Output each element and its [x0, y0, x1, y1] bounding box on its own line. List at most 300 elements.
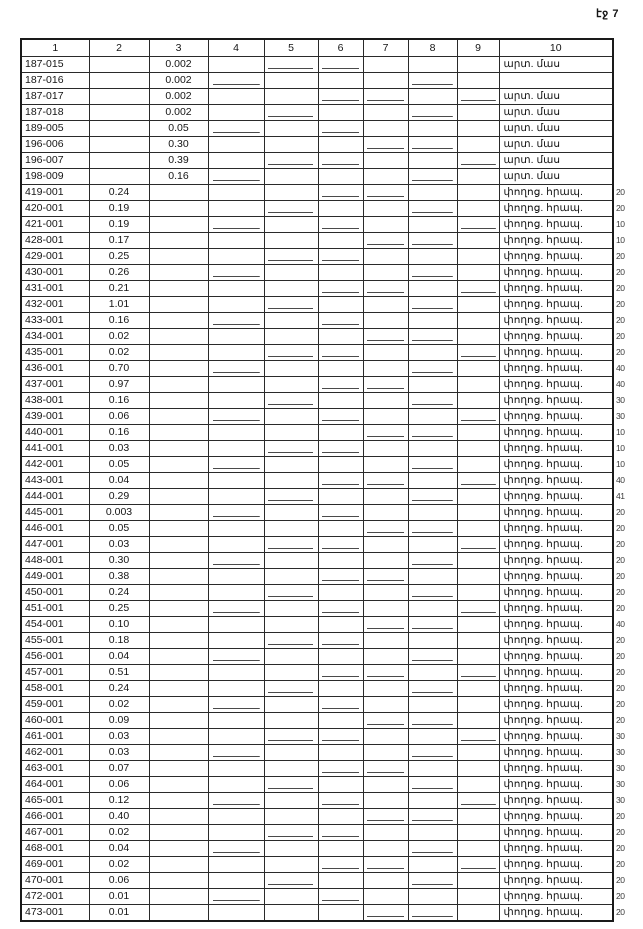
code-cell: 444-001 — [21, 489, 89, 505]
empty-cell — [363, 137, 408, 153]
empty-cell — [264, 185, 318, 201]
note-cell: փողոց. հրապ. — [499, 569, 613, 585]
note-cell: փողոց. հրապ. — [499, 457, 613, 473]
empty-cell — [363, 361, 408, 377]
empty-cell — [208, 553, 264, 569]
empty-cell — [318, 201, 363, 217]
empty-cell — [457, 649, 499, 665]
note-cell: փողոց. հրապ. — [499, 361, 613, 377]
value-col2-cell: 0.21 — [89, 281, 149, 297]
empty-cell — [408, 809, 457, 825]
value-col2-cell — [89, 121, 149, 137]
empty-cell — [208, 441, 264, 457]
note-cell: փողոց. հրապ. — [499, 537, 613, 553]
empty-cell — [363, 121, 408, 137]
table-row — [21, 505, 613, 521]
table-row — [21, 345, 613, 361]
table-row — [21, 121, 613, 137]
value-col3-cell — [149, 729, 208, 745]
table-row — [21, 761, 613, 777]
empty-cell — [457, 249, 499, 265]
empty-cell — [408, 697, 457, 713]
code-cell: 430-001 — [21, 265, 89, 281]
empty-cell — [264, 249, 318, 265]
table-row — [21, 281, 613, 297]
empty-cell — [363, 505, 408, 521]
column-header-4: 4 — [208, 39, 264, 57]
empty-cell — [318, 249, 363, 265]
margin-artifact: 20 — [616, 555, 625, 565]
margin-artifact: 40 — [616, 363, 625, 373]
empty-cell — [457, 873, 499, 889]
value-col2-cell: 0.04 — [89, 649, 149, 665]
margin-artifact: 30 — [616, 779, 625, 789]
empty-cell — [408, 409, 457, 425]
column-header-3: 3 — [149, 39, 208, 57]
empty-cell — [457, 441, 499, 457]
value-col3-cell — [149, 761, 208, 777]
value-col3-cell — [149, 681, 208, 697]
code-cell: 437-001 — [21, 377, 89, 393]
empty-cell — [318, 393, 363, 409]
note-cell: փողոց. հրապ. — [499, 617, 613, 633]
empty-cell — [208, 505, 264, 521]
value-col2-cell: 0.02 — [89, 329, 149, 345]
column-header-9: 9 — [457, 39, 499, 57]
code-cell: 196-007 — [21, 153, 89, 169]
empty-cell — [363, 889, 408, 905]
empty-cell — [264, 665, 318, 681]
column-header-2: 2 — [89, 39, 149, 57]
empty-cell — [318, 297, 363, 313]
value-col3-cell — [149, 297, 208, 313]
code-cell: 469-001 — [21, 857, 89, 873]
note-cell: փողոց. հրապ. — [499, 425, 613, 441]
empty-cell — [408, 713, 457, 729]
empty-cell — [363, 89, 408, 105]
column-header-10: 10 — [499, 39, 613, 57]
empty-cell — [208, 521, 264, 537]
empty-cell — [264, 265, 318, 281]
value-col3-cell: 0.002 — [149, 73, 208, 89]
empty-cell — [208, 425, 264, 441]
empty-cell — [208, 713, 264, 729]
table-row — [21, 905, 613, 922]
empty-cell — [264, 793, 318, 809]
empty-cell — [264, 281, 318, 297]
empty-cell — [264, 73, 318, 89]
margin-artifact: 20 — [616, 283, 625, 293]
empty-cell — [408, 249, 457, 265]
note-cell: փողոց. հրապ. — [499, 521, 613, 537]
margin-artifact: 10 — [616, 443, 625, 453]
value-col2-cell: 0.19 — [89, 201, 149, 217]
empty-cell — [457, 73, 499, 89]
note-cell: փողոց. հրապ. — [499, 281, 613, 297]
note-cell: փողոց. հրապ. — [499, 857, 613, 873]
table-row — [21, 713, 613, 729]
empty-cell — [208, 873, 264, 889]
empty-cell — [264, 121, 318, 137]
value-col2-cell: 0.24 — [89, 585, 149, 601]
empty-cell — [408, 457, 457, 473]
value-col3-cell — [149, 201, 208, 217]
empty-cell — [457, 553, 499, 569]
value-col2-cell: 0.07 — [89, 761, 149, 777]
empty-cell — [318, 329, 363, 345]
code-cell: 463-001 — [21, 761, 89, 777]
code-cell: 465-001 — [21, 793, 89, 809]
value-col3-cell: 0.002 — [149, 57, 208, 73]
note-cell: փողոց. հրապ. — [499, 505, 613, 521]
margin-artifact: 10 — [616, 219, 625, 229]
empty-cell — [264, 345, 318, 361]
value-col3-cell: 0.39 — [149, 153, 208, 169]
table-row — [21, 89, 613, 105]
empty-cell — [363, 153, 408, 169]
margin-artifact: 30 — [616, 411, 625, 421]
note-cell: փողոց. հրապ. — [499, 729, 613, 745]
empty-cell — [457, 233, 499, 249]
empty-cell — [363, 745, 408, 761]
column-header-8: 8 — [408, 39, 457, 57]
empty-cell — [408, 169, 457, 185]
empty-cell — [457, 329, 499, 345]
table-row — [21, 697, 613, 713]
empty-cell — [264, 841, 318, 857]
value-col3-cell — [149, 281, 208, 297]
empty-cell — [208, 457, 264, 473]
note-cell: փողոց. հրապ. — [499, 297, 613, 313]
note-cell: արտ. մաս — [499, 169, 613, 185]
table-row — [21, 857, 613, 873]
table-row — [21, 153, 613, 169]
empty-cell — [208, 281, 264, 297]
note-cell: արտ. մաս — [499, 153, 613, 169]
empty-cell — [208, 665, 264, 681]
table-row — [21, 441, 613, 457]
value-col2-cell: 0.51 — [89, 665, 149, 681]
empty-cell — [363, 281, 408, 297]
empty-cell — [264, 313, 318, 329]
margin-artifact: 10 — [616, 459, 625, 469]
empty-cell — [208, 329, 264, 345]
empty-cell — [408, 633, 457, 649]
empty-cell — [264, 473, 318, 489]
empty-cell — [208, 409, 264, 425]
code-cell: 464-001 — [21, 777, 89, 793]
empty-cell — [264, 697, 318, 713]
code-cell: 460-001 — [21, 713, 89, 729]
empty-cell — [408, 777, 457, 793]
margin-artifact: 20 — [616, 667, 625, 677]
empty-cell — [457, 265, 499, 281]
value-col2-cell: 0.29 — [89, 489, 149, 505]
empty-cell — [264, 825, 318, 841]
empty-cell — [318, 873, 363, 889]
empty-cell — [408, 89, 457, 105]
table-row — [21, 537, 613, 553]
note-cell: փողոց. հրապ. — [499, 473, 613, 489]
value-col3-cell — [149, 809, 208, 825]
value-col2-cell: 0.26 — [89, 265, 149, 281]
empty-cell — [318, 409, 363, 425]
empty-cell — [264, 329, 318, 345]
value-col3-cell — [149, 345, 208, 361]
empty-cell — [457, 601, 499, 617]
table-row — [21, 105, 613, 121]
empty-cell — [208, 249, 264, 265]
table-row — [21, 409, 613, 425]
empty-cell — [408, 121, 457, 137]
code-cell: 450-001 — [21, 585, 89, 601]
value-col2-cell: 0.06 — [89, 777, 149, 793]
empty-cell — [408, 137, 457, 153]
empty-cell — [408, 857, 457, 873]
margin-artifact: 40 — [616, 619, 625, 629]
empty-cell — [363, 553, 408, 569]
value-col3-cell — [149, 425, 208, 441]
empty-cell — [264, 393, 318, 409]
empty-cell — [318, 425, 363, 441]
empty-cell — [264, 377, 318, 393]
table-row — [21, 793, 613, 809]
margin-artifact: 20 — [616, 203, 625, 213]
empty-cell — [457, 697, 499, 713]
margin-artifact: 20 — [616, 827, 625, 837]
empty-cell — [363, 873, 408, 889]
empty-cell — [408, 265, 457, 281]
empty-cell — [408, 745, 457, 761]
table-row — [21, 265, 613, 281]
empty-cell — [363, 249, 408, 265]
empty-cell — [408, 553, 457, 569]
empty-cell — [363, 345, 408, 361]
empty-cell — [264, 745, 318, 761]
empty-cell — [264, 153, 318, 169]
empty-cell — [208, 57, 264, 73]
margin-artifact: 20 — [616, 859, 625, 869]
empty-cell — [408, 841, 457, 857]
empty-cell — [318, 361, 363, 377]
code-cell: 457-001 — [21, 665, 89, 681]
empty-cell — [208, 121, 264, 137]
empty-cell — [363, 681, 408, 697]
margin-artifact: 20 — [616, 603, 625, 613]
note-cell: փողոց. հրապ. — [499, 265, 613, 281]
margin-artifact: 20 — [616, 347, 625, 357]
note-cell: արտ. մաս — [499, 121, 613, 137]
empty-cell — [208, 825, 264, 841]
empty-cell — [318, 681, 363, 697]
empty-cell — [208, 601, 264, 617]
value-col2-cell — [89, 169, 149, 185]
empty-cell — [408, 617, 457, 633]
table-row — [21, 601, 613, 617]
code-cell: 451-001 — [21, 601, 89, 617]
empty-cell — [408, 649, 457, 665]
empty-cell — [318, 857, 363, 873]
table-row — [21, 361, 613, 377]
value-col2-cell: 0.06 — [89, 873, 149, 889]
table-row — [21, 633, 613, 649]
empty-cell — [264, 601, 318, 617]
code-cell: 440-001 — [21, 425, 89, 441]
value-col3-cell — [149, 217, 208, 233]
empty-cell — [408, 729, 457, 745]
empty-cell — [208, 889, 264, 905]
empty-cell — [457, 89, 499, 105]
empty-cell — [363, 441, 408, 457]
empty-cell — [363, 409, 408, 425]
empty-cell — [408, 905, 457, 922]
value-col2-cell: 0.12 — [89, 793, 149, 809]
empty-cell — [408, 521, 457, 537]
note-cell: փողոց. հրապ. — [499, 777, 613, 793]
value-col2-cell: 0.25 — [89, 249, 149, 265]
margin-artifact: 30 — [616, 731, 625, 741]
value-col3-cell: 0.30 — [149, 137, 208, 153]
empty-cell — [363, 601, 408, 617]
value-col2-cell: 0.02 — [89, 857, 149, 873]
empty-cell — [408, 793, 457, 809]
note-cell: փողոց. հրապ. — [499, 873, 613, 889]
code-cell: 433-001 — [21, 313, 89, 329]
empty-cell — [208, 361, 264, 377]
table-row — [21, 521, 613, 537]
margin-artifact: 20 — [616, 699, 625, 709]
margin-artifact: 30 — [616, 395, 625, 405]
table-row — [21, 473, 613, 489]
table-row — [21, 681, 613, 697]
empty-cell — [264, 633, 318, 649]
empty-cell — [363, 825, 408, 841]
value-col2-cell: 0.16 — [89, 313, 149, 329]
note-cell: արտ. մաս — [499, 89, 613, 105]
margin-artifact: 30 — [616, 795, 625, 805]
value-col2-cell: 0.16 — [89, 393, 149, 409]
table-row — [21, 57, 613, 73]
value-col3-cell — [149, 569, 208, 585]
empty-cell — [408, 601, 457, 617]
empty-cell — [363, 793, 408, 809]
empty-cell — [457, 585, 499, 601]
empty-cell — [408, 57, 457, 73]
empty-cell — [363, 649, 408, 665]
value-col3-cell — [149, 585, 208, 601]
empty-cell — [208, 89, 264, 105]
note-cell: փողոց. հրապ. — [499, 217, 613, 233]
value-col2-cell: 0.03 — [89, 745, 149, 761]
value-col2-cell: 0.16 — [89, 425, 149, 441]
note-cell: փողոց. հրապ. — [499, 393, 613, 409]
value-col3-cell: 0.16 — [149, 169, 208, 185]
empty-cell — [264, 89, 318, 105]
margin-artifact: 20 — [616, 267, 625, 277]
empty-cell — [208, 73, 264, 89]
empty-cell — [208, 201, 264, 217]
margin-artifact: 20 — [616, 907, 625, 917]
margin-artifact: 20 — [616, 571, 625, 581]
empty-cell — [318, 521, 363, 537]
code-cell: 459-001 — [21, 697, 89, 713]
empty-cell — [408, 681, 457, 697]
empty-cell — [318, 889, 363, 905]
value-col3-cell — [149, 649, 208, 665]
value-col3-cell — [149, 665, 208, 681]
value-col3-cell — [149, 537, 208, 553]
empty-cell — [208, 793, 264, 809]
margin-artifact: 20 — [616, 187, 625, 197]
value-col3-cell — [149, 633, 208, 649]
table-row — [21, 729, 613, 745]
empty-cell — [208, 841, 264, 857]
empty-cell — [363, 697, 408, 713]
note-cell: փողոց. հրապ. — [499, 441, 613, 457]
empty-cell — [363, 169, 408, 185]
empty-cell — [457, 201, 499, 217]
margin-artifact: 20 — [616, 811, 625, 821]
empty-cell — [363, 457, 408, 473]
code-cell: 439-001 — [21, 409, 89, 425]
empty-cell — [264, 217, 318, 233]
margin-artifact: 30 — [616, 763, 625, 773]
empty-cell — [457, 905, 499, 922]
empty-cell — [457, 537, 499, 553]
empty-cell — [318, 697, 363, 713]
empty-cell — [264, 713, 318, 729]
value-col2-cell: 0.02 — [89, 345, 149, 361]
value-col2-cell: 0.10 — [89, 617, 149, 633]
empty-cell — [408, 281, 457, 297]
table-row — [21, 233, 613, 249]
empty-cell — [208, 617, 264, 633]
table-row — [21, 665, 613, 681]
empty-cell — [457, 169, 499, 185]
empty-cell — [457, 185, 499, 201]
empty-cell — [318, 505, 363, 521]
note-cell: փողոց. հրապ. — [499, 409, 613, 425]
empty-cell — [457, 665, 499, 681]
empty-cell — [318, 345, 363, 361]
empty-cell — [408, 441, 457, 457]
empty-cell — [457, 121, 499, 137]
empty-cell — [457, 713, 499, 729]
value-col2-cell: 0.02 — [89, 697, 149, 713]
empty-cell — [457, 617, 499, 633]
empty-cell — [264, 105, 318, 121]
empty-cell — [363, 265, 408, 281]
empty-cell — [408, 665, 457, 681]
value-col2-cell — [89, 73, 149, 89]
empty-cell — [408, 233, 457, 249]
empty-cell — [208, 537, 264, 553]
empty-cell — [408, 361, 457, 377]
note-cell: փողոց. հրապ. — [499, 233, 613, 249]
empty-cell — [208, 137, 264, 153]
empty-cell — [408, 873, 457, 889]
table-row — [21, 873, 613, 889]
empty-cell — [264, 681, 318, 697]
empty-cell — [264, 649, 318, 665]
empty-cell — [457, 313, 499, 329]
empty-cell — [363, 761, 408, 777]
note-cell: փողոց. հրապ. — [499, 585, 613, 601]
margin-artifact: 20 — [616, 539, 625, 549]
empty-cell — [318, 825, 363, 841]
code-cell: 467-001 — [21, 825, 89, 841]
empty-cell — [264, 361, 318, 377]
